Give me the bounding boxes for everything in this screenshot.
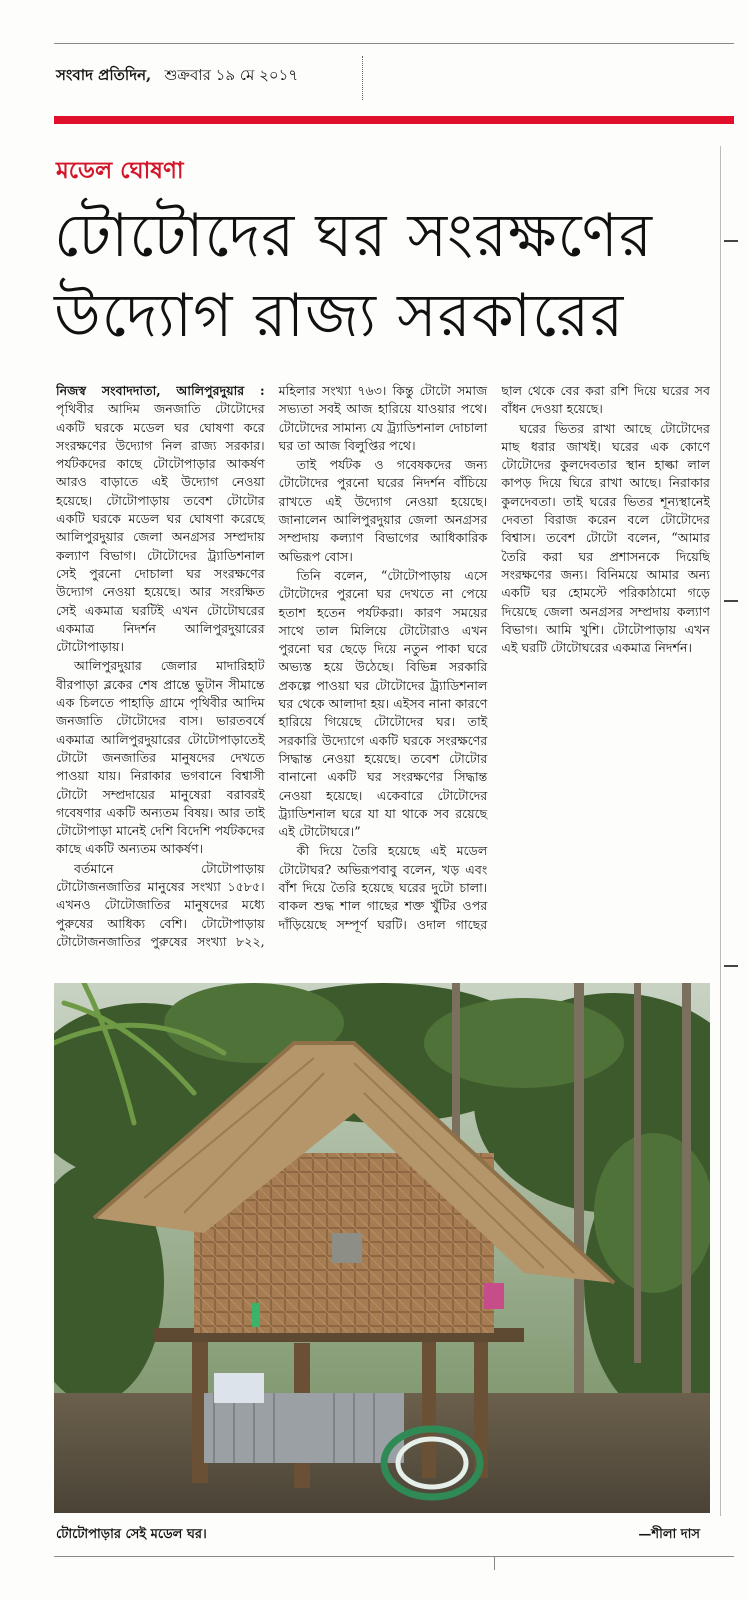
article-paragraph: বর্তমানে টোটোপাড়ায় টোটোজনজাতির মানুষের সংখ্যা ১৫৮৫। এখনও টোটোজাতির মানুষদের মধ্যে পুরুষের আধিক্য বেশি। টোটোপাড়ায় টোটোজনজাতির পুরুষের সংখ্যা ৮২২, মহিলার সংখ্যা ৭৬৩। কিন্তু টোটো সমাজ সভ্যতা সবই আজ হারিয়ে যাওয়ার পথে। টোটোদের সামান্য যে ট্র্যাডিশনাল দোচালা ঘর তা আজ বিলুপ্তির পথে। [56, 383, 488, 949]
byline: নিজস্ব সংবাদদাতা, আলিপুরদুয়ার : [56, 383, 265, 398]
red-banner-rule [54, 116, 734, 124]
paper-name: সংবাদ প্রতিদিন, [56, 66, 152, 84]
margin-tick [724, 600, 738, 602]
top-rule [54, 43, 734, 44]
article-paragraph: তিনি বলেন, “টোটোপাড়ায় এসে টোটোদের পুরনো ঘর দেখতে না পেয়ে হতাশ হতেন পর্যটকরা। কারণ সময়ের সাথে তাল মিলিয়ে টোটোরাও এখন পুরনো ঘর ছেড়ে দিয়ে নতুন পাকা ঘরে অভ্যস্ত হয়ে উঠেছে। বিভিন্ন সরকারি প্রকল্পে পাওয়া ঘর টোটোদের ট্র্যাডিশনাল ঘর থেকে আলাদা হয়। এইসব নানা কারণে হারিয়ে গিয়েছে টোটোদের ঘর। তাই সরকারি উদ্যোগে একটি ঘরকে সংরক্ষণের সিদ্ধান্ত নেওয়া হয়েছে। তবেশ টোটোর বানানো একটি ঘর সংরক্ষণের সিদ্ধান্ত নেওয়া হয়েছে। একেবারে টোটোদের ট্র্যাডিশনাল ঘরে যা যা থাকে সব রয়েছে এই টোটোঘরে।” [278, 567, 488, 840]
article-paragraph: তাই পর্যটক ও গবেষকদের জন্য টোটোদের পুরনো ঘরের নিদর্শন বাঁচিয়ে রাখতে এই উদ্যোগ নেওয়া হয়েছে। জানালেন আলিপুরদুয়ার জেলা অনগ্রসর সম্প্রদায় কল্যাণ বিভাগের আধিকারিক অভিরূপ বোস। [278, 457, 488, 564]
photo-caption: টোটোপাড়ার সেই মডেল ঘর। [56, 1527, 207, 1542]
margin-tick [724, 965, 738, 967]
photo-toto-house [54, 983, 710, 1513]
article-paragraph: ঘরের ভিতর রাখা আছে টোটোদের মাছ ধরার জাখই। ঘরের এক কোণে টোটোদের কুলদেবতার স্থান হাল্কা লাল কাপড় দিয়ে ঘিরে রাখা আছে। নিরাকার কুলদেবতা। তাই ঘরের ভিতর শূন্যস্থানেই দেবতা বিরাজ করেন বলে টোটোদের বিশ্বাস। তবেশ টোটো বলেন, “আমার তৈরি করা ঘর প্রশাসনকে দিয়েছি সংরক্ষণের জন্য। বিনিময়ে আমার অন্য একটি ঘর হোমস্টে পরিকাঠামো গড়ে দিয়েছে জেলা অনগ্রসর সম্প্রদায় কল্যাণ বিভাগ। আমি খুশি। টোটোপাড়ায় এখন এই ঘরটি টোটোঘরের একমাত্র নিদর্শন। [501, 420, 710, 656]
bottom-tick [494, 1556, 495, 1570]
article-paragraph: নিজস্ব সংবাদদাতা, আলিপুরদুয়ার : পৃথিবীর আদিম জনজাতি টোটোদের একটি ঘরকে মডেল ঘর ঘোষণা করে সংরক্ষণের উদ্যোগ নিল রাজ্য সরকার। পর্যটকদের কাছে টোটোপাড়ার আকর্ষণ আরও বাড়াতে এই উদ্যোগ নেওয়া হয়েছে। টোটোপাড়ায় তবেশ টোটোর একটি ঘরকে মডেল ঘর ঘোষণা করেছে আলিপুরদুয়ার জেলা অনগ্রসর সম্প্রদায় কল্যাণ বিভাগ। টোটোদের ট্র্যাডিশনাল সেই পুরনো দোচালা ঘর সংরক্ষণের উদ্যোগ নেওয়া হয়েছে। আর সংরক্ষিত সেই একমাত্র ঘরটিই এখন টোটোঘরের একমাত্র নিদর্শন আলিপুরদুয়ারের টোটোপাড়ায়। [56, 383, 265, 655]
margin-tick [724, 240, 738, 242]
bottom-rule [54, 1556, 734, 1557]
headline: টোটোদের ঘর সংরক্ষণের উদ্যোগ রাজ্য সরকারের [54, 201, 653, 351]
house-illustration [54, 983, 710, 1513]
article-paragraph: কী দিয়ে তৈরি হয়েছে এই মডেল টোটোঘর? অভিরূপবাবু বলেন, খড় এবং বাঁশ দিয়ে তৈরি হয়েছে ঘরের দুটো চালা। বাকল শুদ্ধ শাল গাছের শক্ত খুঁটির ওপর দাঁড়িয়েছে সম্পূর্ণ ঘরটি। ওদাল গাছের ছাল থেকে বের করা রশি দিয়ে ঘরের সব বাঁধন দেওয়া হয়েছে। [278, 383, 710, 932]
masthead [56, 64, 298, 89]
kicker: মডেল ঘোষণা [56, 157, 184, 184]
article-body [56, 382, 710, 962]
photo-credit: —শীলা দাস [638, 1527, 700, 1542]
article-paragraph: আলিপুরদুয়ার জেলার মাদারিহাট বীরপাড়া ব্লকের শেষ প্রান্তে ভুটান সীমান্তে এক চিলতে পাহাড়ি গ্রামে পৃথিবীর আদিম জনজাতি টোটোদের বাস। ভারতবর্ষে একমাত্র আলিপুরদুয়ারের টোটোপাড়াতেই টোটো জনজাতির মানুষদের দেখতে পাওয়া যায়। নিরাকার ভগবানে বিশ্বাসী টোটো সম্প্রদায়ের মানুষেরা বরাবরই গবেষণার একটি অন্যতম বিষয়। আর তাই টোটোপাড়া মানেই দেশি বিদেশি পর্যটকদের কাছে একটি অন্যতম আকর্ষণ। [56, 658, 265, 857]
issue-date: শুক্রবার ১৯ মে ২০১৭ [164, 66, 299, 84]
masthead-divider [362, 56, 363, 100]
